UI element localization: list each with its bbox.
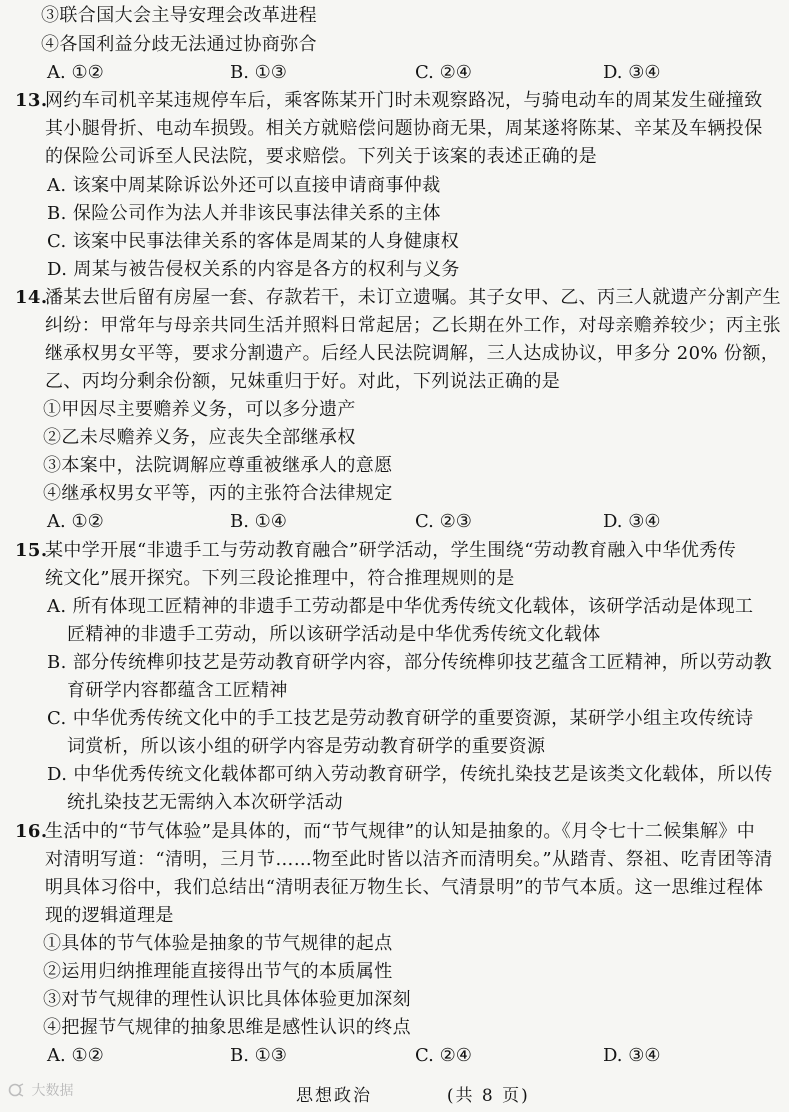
statement-item: ④继承权男女平等，丙的主张符合法律规定 [43, 483, 393, 504]
option-b: B. 保险公司作为法人并非该民事法律关系的主体 [47, 203, 441, 224]
statement-item: ②乙未尽赡养义务，应丧失全部继承权 [43, 427, 356, 448]
option-a: A. 该案中周某除诉讼外还可以直接申请商事仲裁 [47, 175, 441, 196]
option-b: B. ①③ [230, 62, 287, 83]
statement-item: ③本案中，法院调解应尊重被继承人的意愿 [43, 455, 393, 476]
watermark-logo-icon [8, 1083, 24, 1097]
option-a: A. 所有体现工匠精神的非遗手工劳动都是中华优秀传统文化载体，该研学活动是体现工 [47, 596, 754, 617]
stem-line: 潘某去世后留有房屋一套、存款若干，未订立遗嘱。其子女甲、乙、丙三人就遗产分割产生 [45, 287, 781, 308]
option-a: A. ①② [47, 1045, 104, 1066]
option-c: C. ②③ [415, 511, 472, 532]
footer-subject: 思想政治 [296, 1086, 372, 1106]
stem-line: 某中学开展“非遗手工与劳动教育融合”研学活动，学生围绕“劳动教育融入中华优秀传 [45, 540, 737, 561]
option-d: D. 周某与被告侵权关系的内容是各方的权利与义务 [47, 259, 460, 280]
option-c: C. 中华优秀传统文化中的手工技艺是劳动教育研学的重要资源，某研学小组主攻传统诗 [47, 708, 754, 729]
footer-pages: (共 8 页) [446, 1086, 530, 1106]
stem-line: 乙、丙均分剩余份额，兄妹重归于好。对此，下列说法正确的是 [45, 371, 561, 392]
option-c: C. ②④ [415, 1045, 472, 1066]
statement-item: ④把握节气规律的抽象思维是感性认识的终点 [43, 1017, 411, 1038]
option-b-cont: 育研学内容都蕴含工匠精神 [67, 680, 288, 701]
question-number: 16. [15, 821, 48, 842]
option-b: B. 部分传统榫卯技艺是劳动教育研学内容，部分传统榫卯技艺蕴含工匠精神，所以劳动教 [47, 652, 773, 673]
page-footer [296, 1081, 530, 1106]
stem-line: 生活中的“节气体验”是具体的，而“节气规律”的认知是抽象的。《月令七十二候集解》中 [45, 821, 756, 842]
statement-item: ①具体的节气体验是抽象的节气规律的起点 [43, 933, 393, 954]
option-c: C. ②④ [415, 62, 472, 83]
option-b: B. ①③ [230, 1045, 287, 1066]
stem-line: 纠纷：甲常年与母亲共同生活并照料日常起居；乙长期在外工作，对母亲赡养较少；丙主张 [45, 315, 781, 336]
stem-line: 明具体习俗中，我们总结出“清明表征万物生长、气清景明”的节气本质。这一思维过程体 [45, 877, 764, 898]
stem-line: 现的逻辑道理是 [45, 905, 174, 926]
statement-item: ①甲因尽主要赡养义务，可以多分遗产 [43, 399, 356, 420]
stem-line: 其小腿骨折、电动车损毁。相关方就赔偿问题协商无果，周某遂将陈某、辛某及车辆投保 [45, 118, 763, 139]
statement-item: ②运用归纳推理能直接得出节气的本质属性 [43, 961, 393, 982]
watermark-text: 大数据 [31, 1083, 74, 1099]
option-c-cont: 词赏析，所以该小组的研学内容是劳动教育研学的重要资源 [67, 736, 546, 757]
stem-line: 对清明写道：“清明，三月节……物至此时皆以洁齐而清明矣。”从踏青、祭祖、吃青团等清 [45, 849, 773, 870]
option-d: D. 中华优秀传统文化载体都可纳入劳动教育研学，传统扎染技艺是该类文化载体，所以传 [47, 764, 773, 785]
stem-line: 继承权男女平等，要求分割遗产。后经人民法院调解，三人达成协议，甲多分 20% 份额， [45, 343, 780, 364]
stem-line: 统文化”展开探究。下列三段论推理中，符合推理规则的是 [45, 568, 515, 589]
option-d-cont: 统扎染技艺无需纳入本次研学活动 [67, 792, 343, 813]
question-number: 15. [15, 540, 48, 561]
option-a-cont: 匠精神的非遗手工劳动，所以该研学活动是中华优秀传统文化载体 [67, 624, 601, 645]
question-number: 14. [15, 287, 48, 308]
carry-item-3: ③联合国大会主导安理会改革进程 [41, 5, 317, 26]
stem-line: 网约车司机辛某违规停车后，乘客陈某开门时未观察路况，与骑电动车的周某发生碰撞致 [45, 90, 763, 111]
option-b: B. ①④ [230, 511, 287, 532]
watermark [8, 1080, 73, 1100]
option-d: D. ③④ [603, 62, 661, 83]
statement-item: ③对节气规律的理性认识比具体体验更加深刻 [43, 989, 411, 1010]
carry-item-4: ④各国利益分歧无法通过协商弥合 [41, 34, 317, 55]
option-a: A. ①② [47, 511, 104, 532]
question-number: 13. [15, 90, 48, 111]
option-a: A. ①② [47, 62, 104, 83]
stem-line: 的保险公司诉至人民法院，要求赔偿。下列关于该案的表述正确的是 [45, 146, 597, 167]
option-c: C. 该案中民事法律关系的客体是周某的人身健康权 [47, 231, 460, 252]
option-d: D. ③④ [603, 1045, 661, 1066]
option-d: D. ③④ [603, 511, 661, 532]
